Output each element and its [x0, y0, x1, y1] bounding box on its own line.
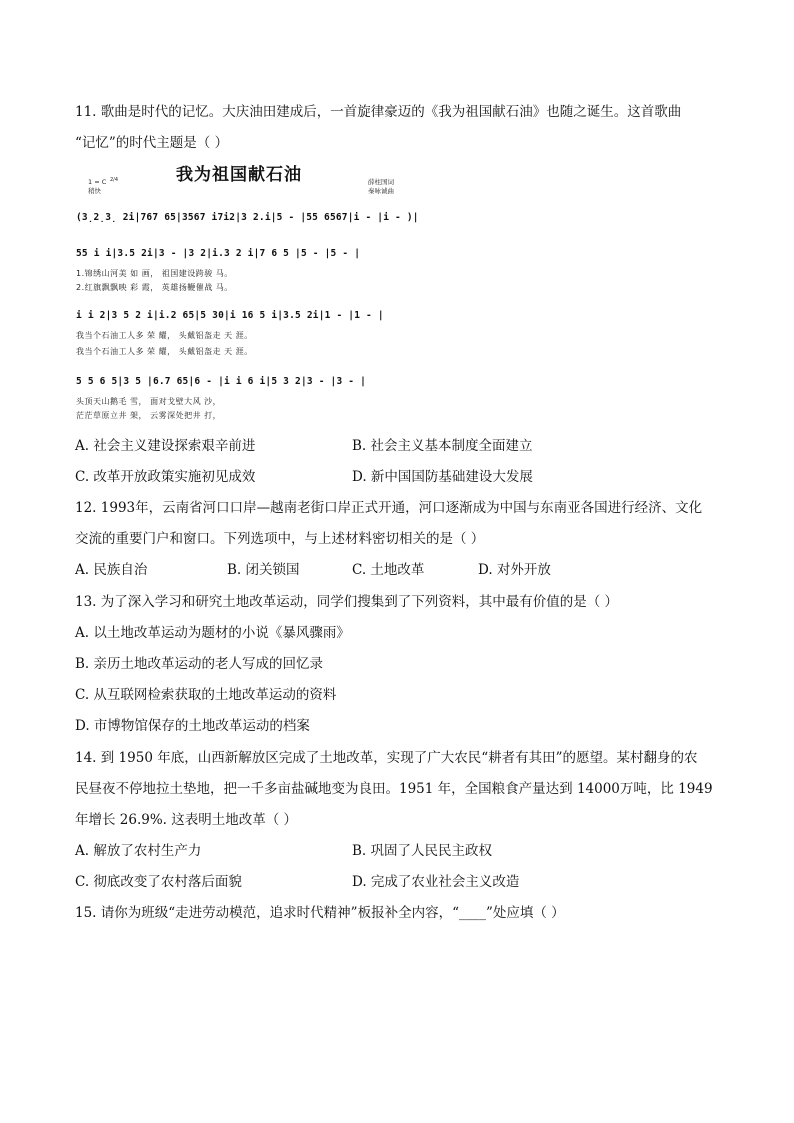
q14-stem-line1: 14. 到 1950 年底，山西新解放区完成了土地改革，实现了广大农民“耕者有其田”的愿望。某村翻身的农	[75, 750, 698, 766]
q11-option-a: A. 社会主义建设探索艰辛前进	[75, 438, 256, 454]
score-row-2-lyric-1: 我当个石油工人多 荣 耀， 头戴铝盔走 天 涯。	[76, 331, 253, 340]
score-row-1-lyric-2: 2.红旗飘飘映 彩 霞， 英雄扬鞭催战 马。	[76, 283, 233, 292]
q14-option-a: A. 解放了农村生产力	[75, 843, 202, 859]
score-row-3-lyric-1: 头顶天山鹅毛 雪， 面对戈壁大风 沙，	[76, 397, 222, 406]
q12-option-a: A. 民族自治	[75, 562, 148, 578]
song-score-image	[76, 160, 421, 430]
q14-stem-line2: 民昼夜不停地拉土垫地，把一千多亩盐碱地变为良田。1951 年，全国粮食产量达到 14000万吨，比 1949	[75, 781, 713, 797]
score-row-1-notes: 55 i i|3.5 2i|3 - |3 2|i.3 2 i|7 6 5 |5 - |5 - |	[76, 248, 361, 259]
q14-stem-line3: 年增长 26.9%. 这表明土地改革（ ）	[75, 812, 298, 828]
q14-option-d: D. 完成了农业社会主义改造	[352, 874, 520, 890]
score-meter: 2/4	[110, 177, 119, 183]
q12-stem-line1: 12. 1993年，云南省河口口岸—越南老街口岸正式开通，河口逐渐成为中国与东南亚各国进行经济、文化	[75, 500, 703, 516]
score-row-1-lyric-1: 1.锦绣山河美 如 画， 祖国建设跨骏 马。	[76, 269, 233, 278]
q13-option-d: D. 市博物馆保存的土地改革运动的档案	[75, 718, 310, 734]
q11-option-d: D. 新中国国防基础建设大发展	[352, 469, 533, 485]
q11-stem-line2: “记忆”的时代主题是（ ）	[75, 135, 229, 151]
score-row-2-lyric-2: 我当个石油工人多 荣 耀， 头戴铝盔走 天 涯。	[76, 347, 253, 356]
q11-option-b: B. 社会主义基本制度全面建立	[352, 438, 533, 454]
q13-option-a: A. 以土地改革运动为题材的小说《暴风骤雨》	[75, 625, 350, 641]
score-composer: 秦咏诚曲	[368, 187, 394, 195]
score-row-intro: (3̣2̣3̣ 2̇i|767 65|3567 i7i2|3 2.i|5 - |55 6567|i - |i - )|	[76, 212, 419, 223]
score-lyricist: 薛柱国词	[368, 178, 394, 186]
q11-stem-line1: 11. 歌曲是时代的记忆。大庆油田建成后，一首旋律豪迈的《我为祖国献石油》也随之诞生。这首歌曲	[75, 104, 682, 120]
score-row-3-lyric-2: 茫茫草原立井 架， 云雾深处把井 打，	[76, 411, 222, 420]
q11-option-c: C. 改革开放政策实施初见成效	[75, 469, 256, 485]
q12-stem-line2: 交流的重要门户和窗口。下列选项中，与上述材料密切相关的是（ ）	[75, 531, 485, 547]
score-key: 1 = C	[88, 178, 107, 186]
q13-option-c: C. 从互联网检索获取的土地改革运动的资料	[75, 687, 337, 703]
q13-stem: 13. 为了深入学习和研究土地改革运动，同学们搜集到了下列资料，其中最有价值的是（ ）	[75, 594, 619, 610]
q12-option-c: C. 土地改革	[352, 562, 425, 578]
q15-stem: 15. 请你为班级“走进劳动模范，追求时代精神”板报补全内容，“____”处应填（ ）	[75, 905, 565, 921]
q14-option-b: B. 巩固了人民民主政权	[352, 843, 493, 859]
score-row-2-notes: i i 2|3 5 2 i|i.2 65|5 30|i 16 5 i|3.5 2i|1 - |1 - |	[76, 310, 384, 321]
q12-option-d: D. 对外开放	[478, 562, 551, 578]
q12-option-b: B. 闭关锁国	[227, 562, 300, 578]
q14-option-c: C. 彻底改变了农村落后面貌	[75, 874, 242, 890]
score-tempo: 稍快	[88, 187, 101, 195]
q13-option-b: B. 亲历土地改革运动的老人写成的回忆录	[75, 656, 324, 672]
score-row-3-notes: 5 5 6 5|3 5 |6.7 65|6 - |i i 6 i|5 3 2|3 - |3 - |	[76, 376, 367, 387]
score-title: 我为祖国献石油	[176, 165, 302, 185]
